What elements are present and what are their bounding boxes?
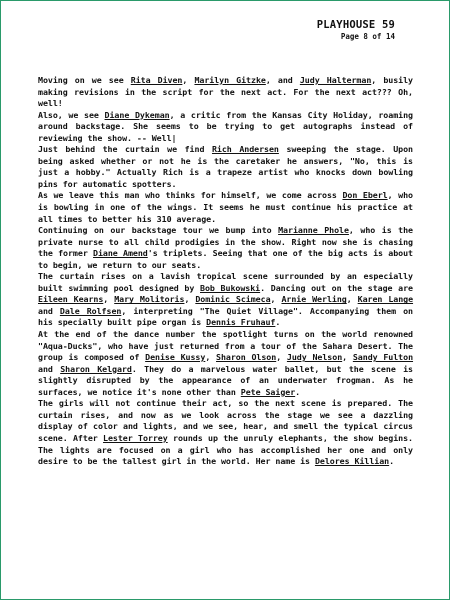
text-run: , interpreting "The Quiet Village". Accompanying them on his specially built pipe organ is — [38, 305, 414, 328]
text-run: , — [270, 294, 282, 305]
paragraph — [38, 110, 413, 145]
paragraph — [38, 329, 413, 398]
text-run: Moving on we see — [38, 75, 131, 85]
underlined-name: Sandy Fulton — [352, 352, 414, 363]
text-run: . — [275, 317, 281, 328]
document-body — [38, 75, 413, 468]
text-run: and — [38, 363, 61, 374]
underlined-name: Sharon Kelgard — [60, 363, 132, 374]
text-run: , a critic from the Kansas City Holiday, roaming around backstage. She seems to be trying to get autographs instead of reviewing the show. -- Well| — [38, 109, 413, 143]
paragraph — [38, 190, 413, 225]
page-number: Page 8 of 14 — [340, 32, 395, 41]
text-run: Also, we see — [38, 109, 105, 120]
underlined-name: Rich Andersen — [211, 144, 279, 155]
underlined-name: Diane Dykeman — [104, 109, 170, 120]
underlined-name: Dennis Fruhauf — [206, 317, 276, 328]
underlined-name: Arnie Werling — [281, 294, 347, 305]
paragraph — [38, 75, 413, 110]
text-run: , who is bowling in one of the wings. It seems he must continue his practice at all times to better his 310 average. — [38, 190, 413, 224]
underlined-name: Lester Torrey — [103, 432, 168, 443]
text-run: and — [38, 305, 60, 316]
paragraph — [38, 398, 413, 467]
underlined-name: Dominic Scimeca — [195, 294, 271, 305]
underlined-name: Karen Lange — [357, 294, 414, 305]
underlined-name: Sharon Olson — [216, 352, 277, 363]
text-run: , — [342, 352, 353, 363]
text-run: . They do a marvelous water ballet, but the scene is slightly disrupted by the appearance of an underwater frogman. As he surfaces, we notice it's none other than — [38, 363, 413, 397]
document-title: PLAYHOUSE 59 — [316, 19, 395, 31]
text-run: . — [295, 386, 301, 397]
text-run: , — [103, 294, 115, 305]
underlined-name: Mary Molitoris — [114, 294, 185, 305]
text-run: , who is the private nurse to all child prodigies in the show. Right now she is chasing the former — [38, 225, 413, 259]
text-run: , — [184, 294, 196, 305]
underlined-name: Eileen Kearns — [38, 294, 104, 305]
underlined-name: Delores Killian — [314, 456, 390, 467]
text-run: Just behind the curtain we find — [38, 144, 212, 155]
text-run: rounds up the unruly elephants, the show begins. The lights are focused on a girl who has accomplished her one and only desire to be the tallest girl in the world. Her name is — [38, 432, 413, 467]
paragraph — [38, 144, 413, 190]
underlined-name: Pete Saiger — [240, 386, 296, 397]
underlined-name: Don Eberl — [342, 190, 388, 201]
text-run: . Dancing out on the stage are — [260, 282, 414, 293]
text-run: , and — [265, 75, 300, 85]
text-run: Continuing on our backstage tour we bump into — [38, 225, 279, 236]
text-run: , — [346, 294, 358, 305]
underlined-name: Rita Diven — [130, 75, 183, 85]
underlined-name: Dale Rolfsen — [59, 305, 122, 316]
text-run: , — [205, 352, 217, 363]
text-run: , — [182, 75, 195, 85]
underlined-name: Judy Halterman — [299, 75, 372, 85]
underlined-name: Diane Amend — [93, 248, 148, 259]
text-run: . — [389, 456, 395, 467]
underlined-name: Judy Nelson — [286, 352, 343, 363]
text-run: As we leave this man who thinks for himself, we come across — [38, 190, 343, 201]
text-run: 's triplets. Seeing that one of the big acts is about to begin, we return to our seats. — [38, 248, 413, 270]
text-run: The curtain rises on a lavish tropical scene surrounded by an especially built swimming pool designed by — [38, 271, 413, 293]
text-run: The girls will not continue their act, so the next scene is prepared. The curtain rises, and now as we look across the stage we see a dazzling display of color and lights, and we see, hear, and smell the typical circus scene. After — [38, 398, 413, 443]
paragraph — [38, 271, 413, 329]
text-run: , — [276, 352, 287, 363]
page-header — [317, 19, 395, 41]
underlined-name: Marilyn Gitzke — [194, 75, 266, 85]
paragraph — [38, 225, 413, 271]
underlined-name: Marianne Phole — [278, 225, 349, 236]
text-run: sweeping the stage. Upon being asked whether or not he is the caretaker he answers, "No, this is just a hobby." Actually Rich is a trapeze artist who knocks down bowling pins for automatic spotters. — [38, 144, 413, 189]
text-run: , busily making revisions in the script for the next act. For the next act??? Oh, well! — [38, 75, 413, 109]
underlined-name: Bob Bukowski — [200, 282, 261, 293]
underlined-name: Denise Kussy — [145, 352, 206, 363]
text-run: At the end of the dance number the spotlight turns on the world renowned "Aqua-Ducks", who have just returned from a tour of the Sahara Desert. The group is composed of — [38, 329, 413, 363]
